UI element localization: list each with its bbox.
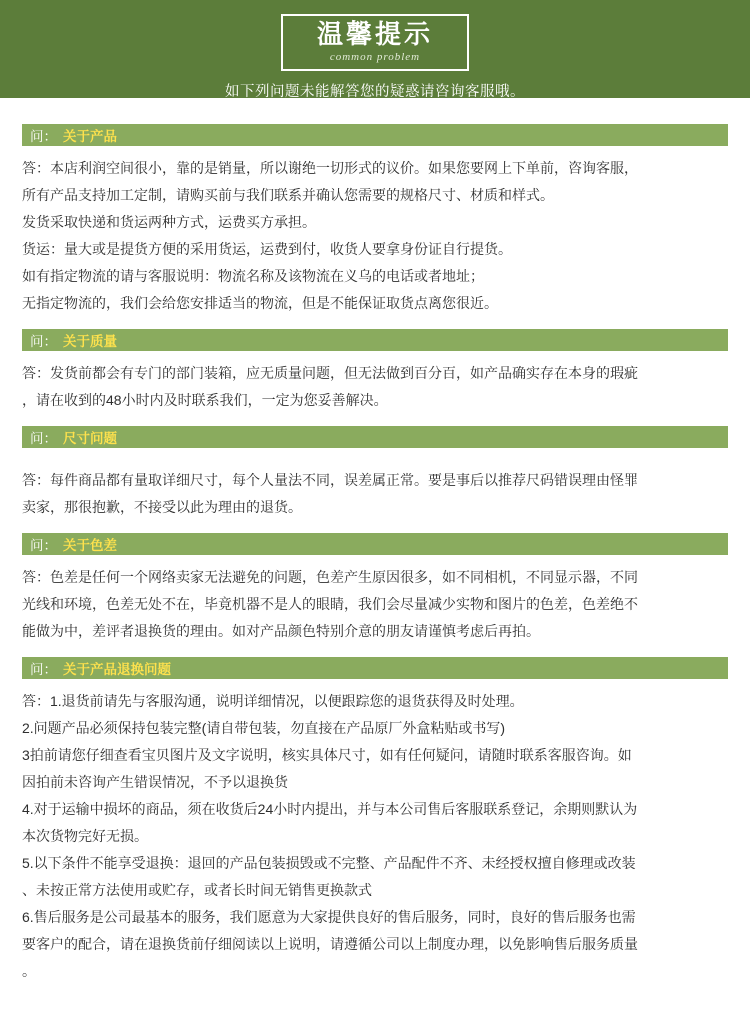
question-title: 关于产品 xyxy=(63,129,117,144)
banner-title-box xyxy=(281,14,469,71)
answer-line: 2.问题产品必须保持包装完整(请自带包装，勿直接在产品原厂外盒粘贴或书写) xyxy=(22,720,505,736)
answer-line: 发货采取快递和货运两种方式，运费买方承担。 xyxy=(22,214,316,230)
question-bar xyxy=(22,657,728,679)
answer-line: 答：本店利润空间很小，靠的是销量，所以谢绝一切形式的议价。如果您要网上下单前，咨询客服， xyxy=(22,160,638,176)
question-title: 尺寸问题 xyxy=(63,431,117,446)
faq-section-quality xyxy=(22,329,728,414)
answer-body xyxy=(22,360,728,414)
answer-line: 6.售后服务是公司最基本的服务，我们愿意为大家提供良好的售后服务，同时，良好的售后服务也需 xyxy=(22,909,636,925)
answer-line: 卖家，那很抱歉，不接受以此为理由的退货。 xyxy=(22,499,302,515)
faq-section-product xyxy=(22,124,728,317)
answer-body xyxy=(22,688,728,985)
answer-line: ，请在收到的48小时内及时联系我们，一定为您妥善解决。 xyxy=(22,392,388,408)
answer-line: 5.以下条件不能享受退换：退回的产品包装损毁或不完整、产品配件不齐、未经授权擅自修理或改装 xyxy=(22,855,636,871)
answer-line: 。 xyxy=(22,963,36,979)
question-prefix-label: 问： xyxy=(30,334,57,349)
header-banner xyxy=(0,0,750,98)
question-bar xyxy=(22,124,728,146)
answer-line: 本次货物完好无损。 xyxy=(22,828,148,844)
answer-line: 、未按正常方法使用或贮存，或者长时间无销售更换款式 xyxy=(22,882,372,898)
answer-line: 3拍前请您仔细查看宝贝图片及文字说明，核实具体尺寸，如有任何疑问，请随时联系客服咨询。如 xyxy=(22,747,632,763)
faq-section-size xyxy=(22,426,728,521)
answer-line: 无指定物流的，我们会给您安排适当的物流，但是不能保证取货点离您很近。 xyxy=(22,295,498,311)
answer-line: 因拍前未咨询产生错误情况，不予以退换货 xyxy=(22,774,288,790)
faq-content xyxy=(0,98,750,1009)
question-prefix-label: 问： xyxy=(30,662,57,677)
answer-line: 要客户的配合，请在退换货前仔细阅读以上说明，请遵循公司以上制度办理，以免影响售后服务质量 xyxy=(22,936,638,952)
answer-line: 货运：量大或是提货方便的采用货运，运费到付，收货人要拿身份证自行提货。 xyxy=(22,241,512,257)
answer-line: 答：1.退货前请先与客服沟通，说明详细情况，以便跟踪您的退货获得及时处理。 xyxy=(22,693,524,709)
question-title: 关于色差 xyxy=(63,538,117,553)
answer-line: 能做为中，差评者退换货的理由。如对产品颜色特别介意的朋友请谨慎考虑后再拍。 xyxy=(22,623,540,639)
answer-line: 4.对于运输中损坏的商品，须在收货后24小时内提出，并与本公司售后客服联系登记，余期则默认为 xyxy=(22,801,638,817)
answer-line: 答：色差是任何一个网络卖家无法避免的问题，色差产生原因很多，如不同相机，不同显示器，不同 xyxy=(22,569,638,585)
answer-line: 如有指定物流的请与客服说明：物流名称及该物流在义乌的电话或者地址； xyxy=(22,268,484,284)
question-bar xyxy=(22,329,728,351)
answer-line: 答：发货前都会有专门的部门装箱，应无质量问题，但无法做到百分百，如产品确实存在本身的瑕疵 xyxy=(22,365,638,381)
question-prefix-label: 问： xyxy=(30,538,57,553)
banner-title: 温馨提示 xyxy=(316,19,433,49)
question-bar xyxy=(22,426,728,448)
answer-line: 所有产品支持加工定制，请购买前与我们联系并确认您需要的规格尺寸、材质和样式。 xyxy=(22,187,554,203)
spacer xyxy=(22,457,728,467)
faq-section-color xyxy=(22,533,728,645)
answer-body xyxy=(22,564,728,645)
question-bar xyxy=(22,533,728,555)
question-prefix-label: 问： xyxy=(30,431,57,446)
banner-description: 如下列问题未能解答您的疑惑请咨询客服哦。 xyxy=(225,83,525,100)
question-prefix-label: 问： xyxy=(30,129,57,144)
answer-line: 答：每件商品都有量取详细尺寸，每个人量法不同，误差属正常。要是事后以推荐尺码错误理由怪罪 xyxy=(22,472,638,488)
banner-subtitle: common problem xyxy=(329,50,421,63)
answer-body xyxy=(22,467,728,521)
question-title: 关于质量 xyxy=(63,334,117,349)
faq-section-returns xyxy=(22,657,728,985)
question-title: 关于产品退换问题 xyxy=(63,662,171,677)
answer-body xyxy=(22,155,728,317)
answer-line: 光线和环境，色差无处不在，毕竟机器不是人的眼睛，我们会尽量减少实物和图片的色差，色差绝不 xyxy=(22,596,638,612)
